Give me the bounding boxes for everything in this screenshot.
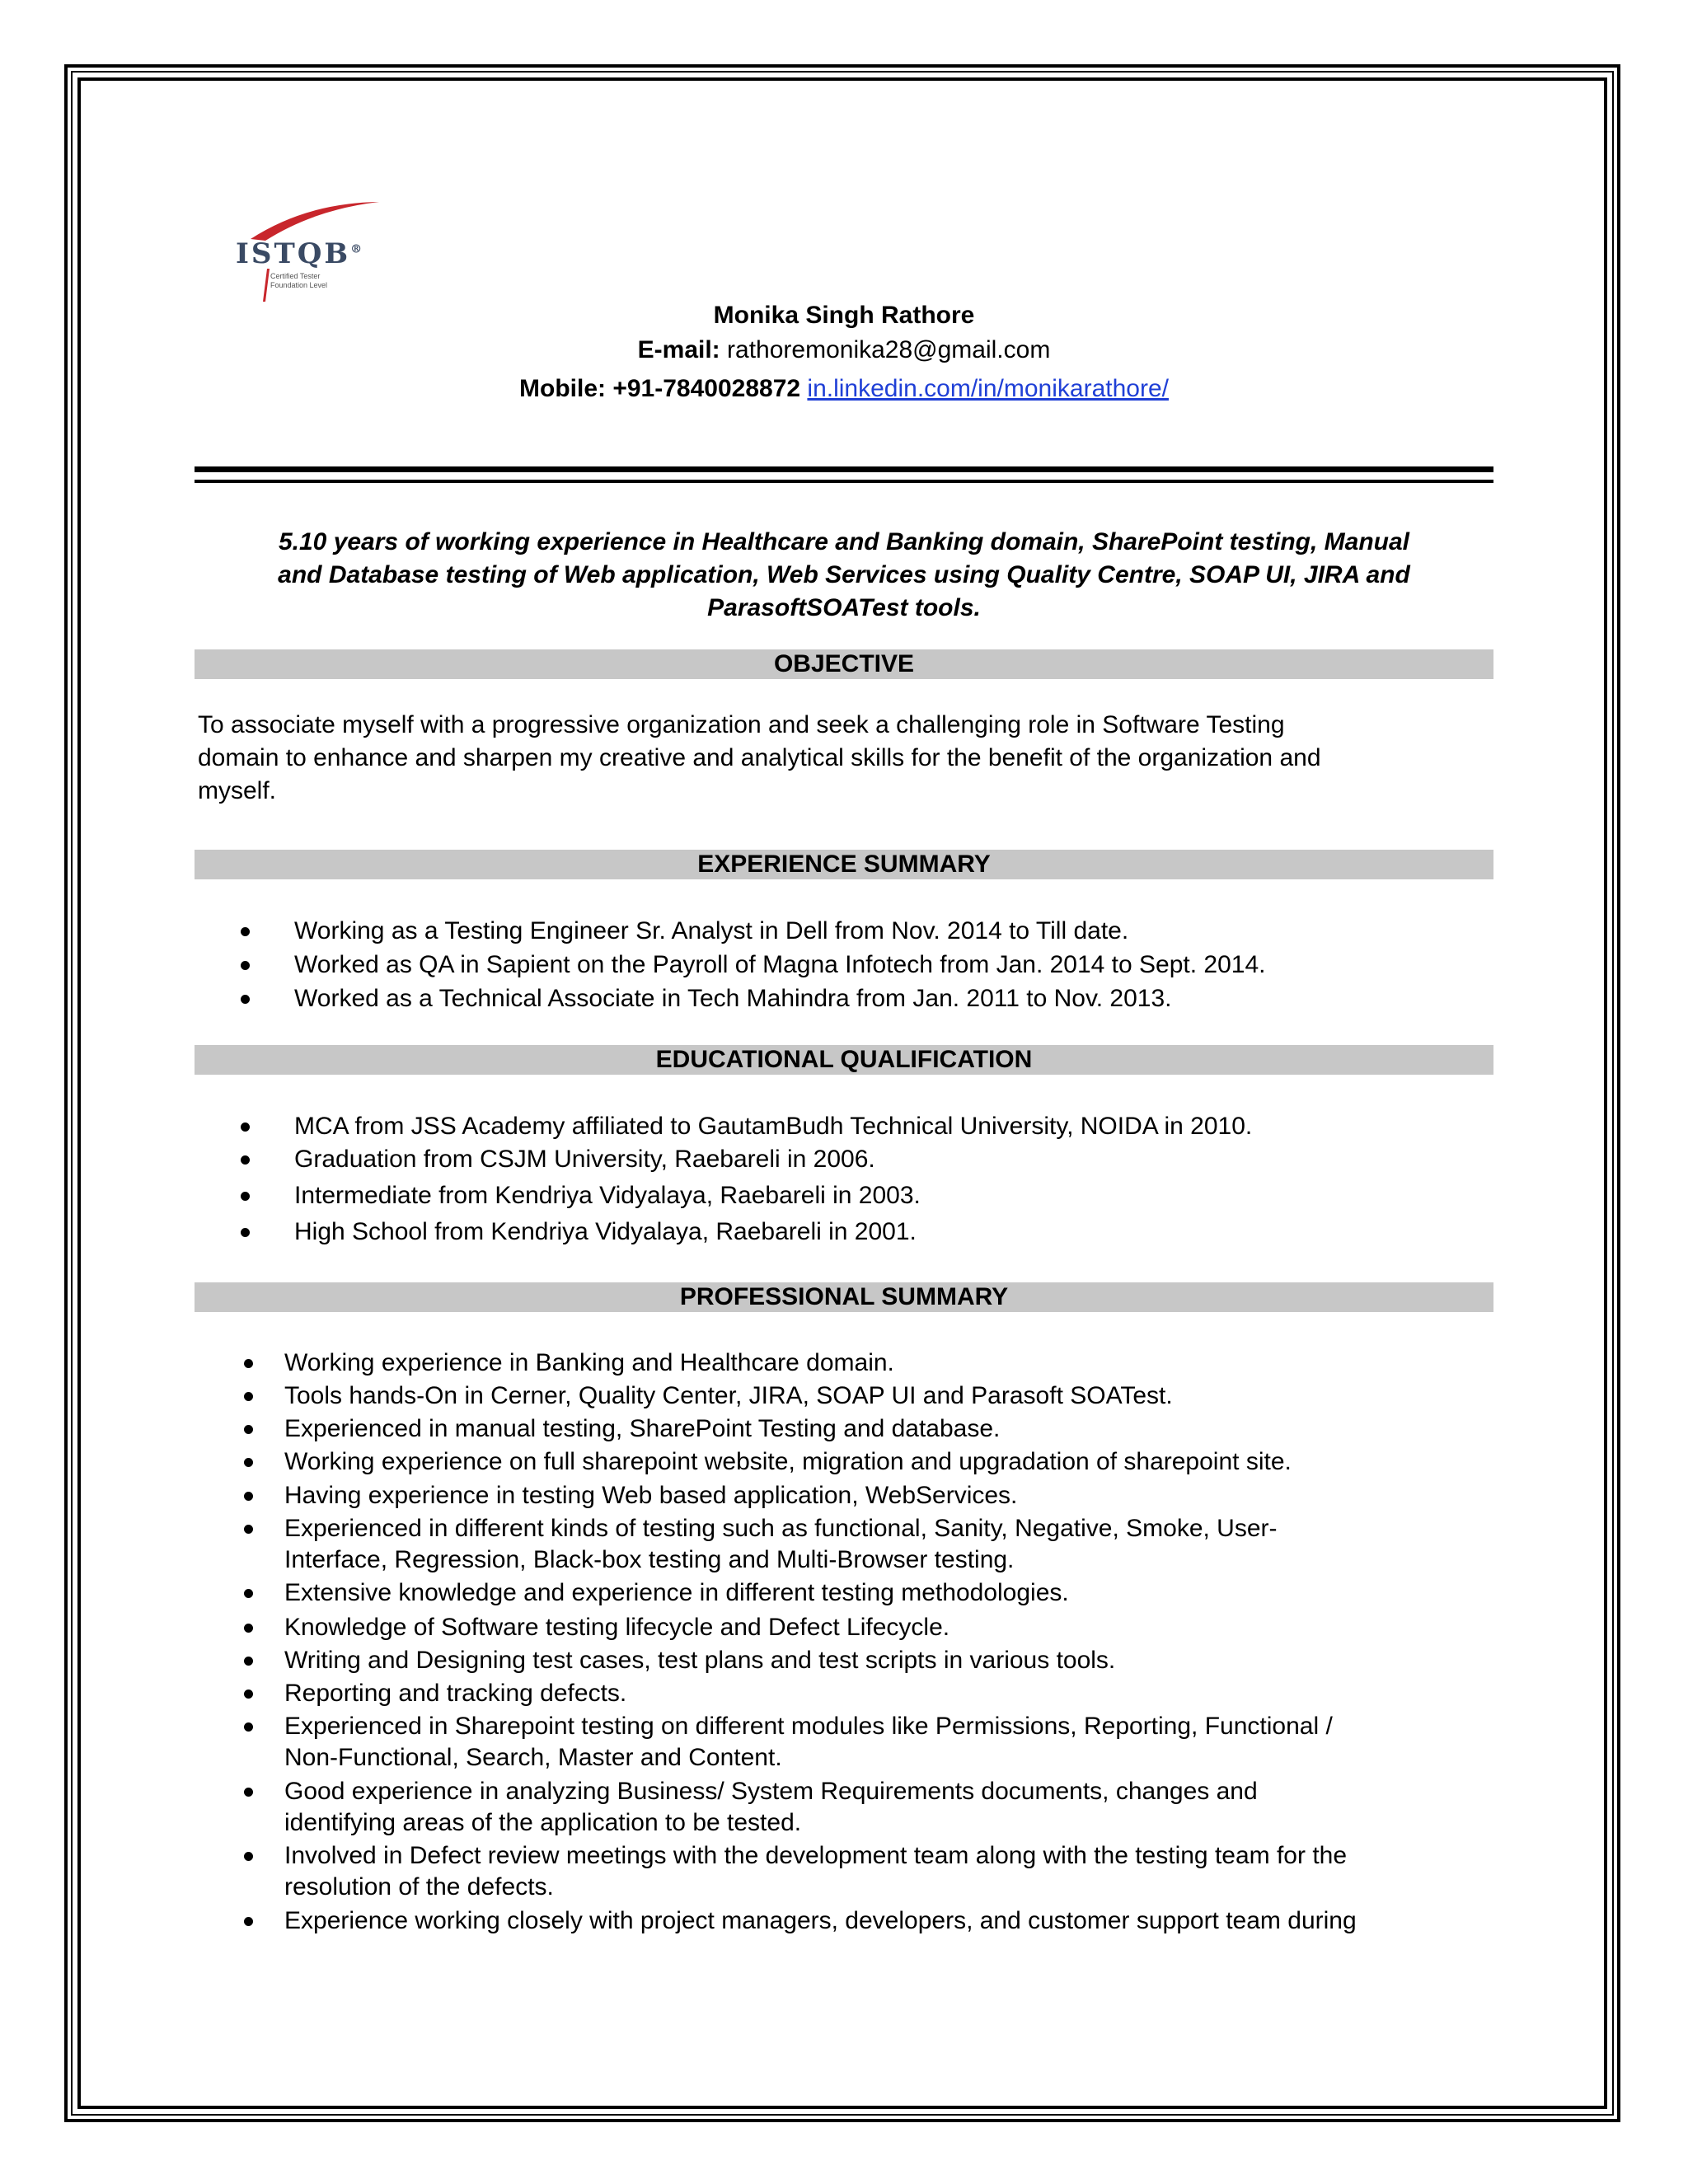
list-item: [198, 1905, 1357, 1938]
mobile-line: [195, 375, 1493, 403]
education-list: [195, 1110, 1252, 1252]
list-item: [198, 1711, 1357, 1776]
linkedin-link[interactable]: in.linkedin.com/in/monikarathore/: [807, 375, 1169, 402]
section-header-education: EDUCATIONAL QUALIFICATION: [195, 1045, 1493, 1075]
list-item: [198, 1413, 1357, 1446]
bullet-icon: [244, 1359, 253, 1368]
bullet-icon: [241, 995, 250, 1004]
objective-text: [198, 709, 1484, 808]
list-item: [198, 1612, 1357, 1645]
header-rule-thick: [195, 466, 1493, 472]
professional-item-line: Interface, Regression, Black-box testing and Multi-Browser testing.: [284, 1546, 1015, 1573]
bullet-icon: [241, 961, 250, 970]
education-item: Intermediate from Kendriya Vidyalaya, Raebareli in 2003.: [294, 1182, 921, 1209]
bullet-icon: [241, 927, 250, 936]
experience-headline: [195, 526, 1493, 625]
istqb-logo: [232, 198, 389, 297]
experience-item: Working as a Testing Engineer Sr. Analyst in Dell from Nov. 2014 to Till date.: [294, 917, 1129, 944]
list-item: [198, 1513, 1357, 1577]
headline-line: and Database testing of Web application, Web Services using Quality Centre, SOAP UI, JIRA and: [278, 561, 1410, 588]
list-item: [198, 1678, 1357, 1711]
professional-item-line: identifying areas of the application to be tested.: [284, 1809, 802, 1836]
experience-item: Worked as a Technical Associate in Tech Mahindra from Jan. 2011 to Nov. 2013.: [294, 985, 1172, 1012]
bullet-icon: [244, 1392, 253, 1401]
professional-item-line: Experienced in manual testing, SharePoint Testing and database.: [284, 1415, 1001, 1442]
bullet-icon: [244, 1722, 253, 1732]
professional-item-line: Working experience in Banking and Healthcare domain.: [284, 1349, 894, 1376]
bullet-icon: [241, 1192, 250, 1201]
professional-item-line: Working experience on full sharepoint website, migration and upgradation of sharepoint site.: [284, 1448, 1292, 1475]
professional-item-line: Non-Functional, Search, Master and Content.: [284, 1744, 782, 1771]
list-item: [198, 1380, 1357, 1413]
list-item: [198, 1645, 1357, 1678]
logo-subtitle-1: Certified Tester: [270, 272, 321, 280]
bullet-icon: [244, 1425, 253, 1434]
list-item: [198, 1577, 1357, 1612]
list-item: [198, 1840, 1357, 1905]
professional-item-line: Experienced in different kinds of testing such as functional, Sanity, Negative, Smoke, User-: [284, 1515, 1278, 1542]
section-header-experience: EXPERIENCE SUMMARY: [195, 850, 1493, 879]
bullet-icon: [244, 1657, 253, 1666]
bullet-icon: [244, 1852, 253, 1861]
professional-item-line: Having experience in testing Web based application, WebServices.: [284, 1482, 1018, 1509]
list-item: [198, 1347, 1357, 1380]
list-item: [198, 1776, 1357, 1840]
bullet-icon: [244, 1589, 253, 1598]
objective-line: myself.: [198, 777, 277, 804]
professional-item-line: Experience working closely with project managers, developers, and customer support team during: [284, 1907, 1357, 1934]
list-item: [195, 1216, 1252, 1252]
logo-subtitle-2: Foundation Level: [270, 281, 328, 289]
email-line: [195, 336, 1493, 364]
professional-item-line: Experienced in Sharepoint testing on different modules like Permissions, Reporting, Functional /: [284, 1713, 1333, 1740]
bullet-icon: [244, 1917, 253, 1926]
professional-item-line: Knowledge of Software testing lifecycle and Defect Lifecycle.: [284, 1614, 950, 1641]
section-header-objective: OBJECTIVE: [195, 649, 1493, 679]
list-item: [198, 1480, 1357, 1513]
logo-word: ISTQB: [236, 237, 351, 270]
experience-list: [195, 915, 1266, 1016]
list-item: [195, 1143, 1252, 1179]
education-item: MCA from JSS Academy affiliated to GautamBudh Technical University, NOIDA in 2010.: [294, 1113, 1253, 1140]
bullet-icon: [241, 1228, 250, 1237]
objective-line: To associate myself with a progressive organization and seek a challenging role in Software Testing: [198, 711, 1285, 738]
bullet-icon: [244, 1624, 253, 1633]
education-item: High School from Kendriya Vidyalaya, Raebareli in 2001.: [294, 1218, 917, 1245]
list-item: [195, 1179, 1252, 1216]
bullet-icon: [241, 1155, 250, 1165]
logo-mark-icon: [262, 269, 270, 302]
headline-line: ParasoftSOATest tools.: [707, 594, 981, 621]
logo-registered-mark: ®: [350, 242, 365, 256]
list-item: [195, 915, 1266, 949]
experience-item: Worked as QA in Sapient on the Payroll of Magna Infotech from Jan. 2014 to Sept. 2014.: [294, 951, 1266, 978]
professional-item-line: Tools hands-On in Cerner, Quality Center, JIRA, SOAP UI and Parasoft SOATest.: [284, 1382, 1173, 1409]
bullet-icon: [241, 1122, 250, 1132]
professional-item-line: Good experience in analyzing Business/ System Requirements documents, changes and: [284, 1778, 1258, 1805]
header-rule-thin: [195, 480, 1493, 483]
list-item: [195, 949, 1266, 982]
bullet-icon: [244, 1690, 253, 1699]
bullet-icon: [244, 1788, 253, 1797]
professional-item-line: Extensive knowledge and experience in different testing methodologies.: [284, 1579, 1069, 1606]
list-item: [198, 1446, 1357, 1480]
objective-line: domain to enhance and sharpen my creative and analytical skills for the benefit of the organization and: [198, 744, 1321, 771]
list-item: [195, 1110, 1252, 1143]
professional-item-line: resolution of the defects.: [284, 1873, 554, 1900]
candidate-name: Monika Singh Rathore: [713, 302, 975, 329]
email-label: E-mail:: [637, 336, 720, 363]
bullet-icon: [244, 1492, 253, 1501]
mobile-label: Mobile: +91-7840028872: [519, 375, 801, 402]
section-header-professional: PROFESSIONAL SUMMARY: [195, 1282, 1493, 1312]
bullet-icon: [244, 1525, 253, 1534]
bullet-icon: [244, 1458, 253, 1467]
education-item: Graduation from CSJM University, Raebareli in 2006.: [294, 1146, 875, 1173]
professional-item-line: Involved in Defect review meetings with the development team along with the testing team for the: [284, 1842, 1348, 1869]
list-item: [195, 982, 1266, 1016]
professional-item-line: Writing and Designing test cases, test plans and test scripts in various tools.: [284, 1647, 1116, 1674]
headline-line: 5.10 years of working experience in Healthcare and Banking domain, SharePoint testing, Manual: [278, 528, 1410, 555]
email-value: rathoremonika28@gmail.com: [727, 336, 1051, 363]
professional-item-line: Reporting and tracking defects.: [284, 1680, 627, 1707]
professional-list: [198, 1347, 1357, 1938]
